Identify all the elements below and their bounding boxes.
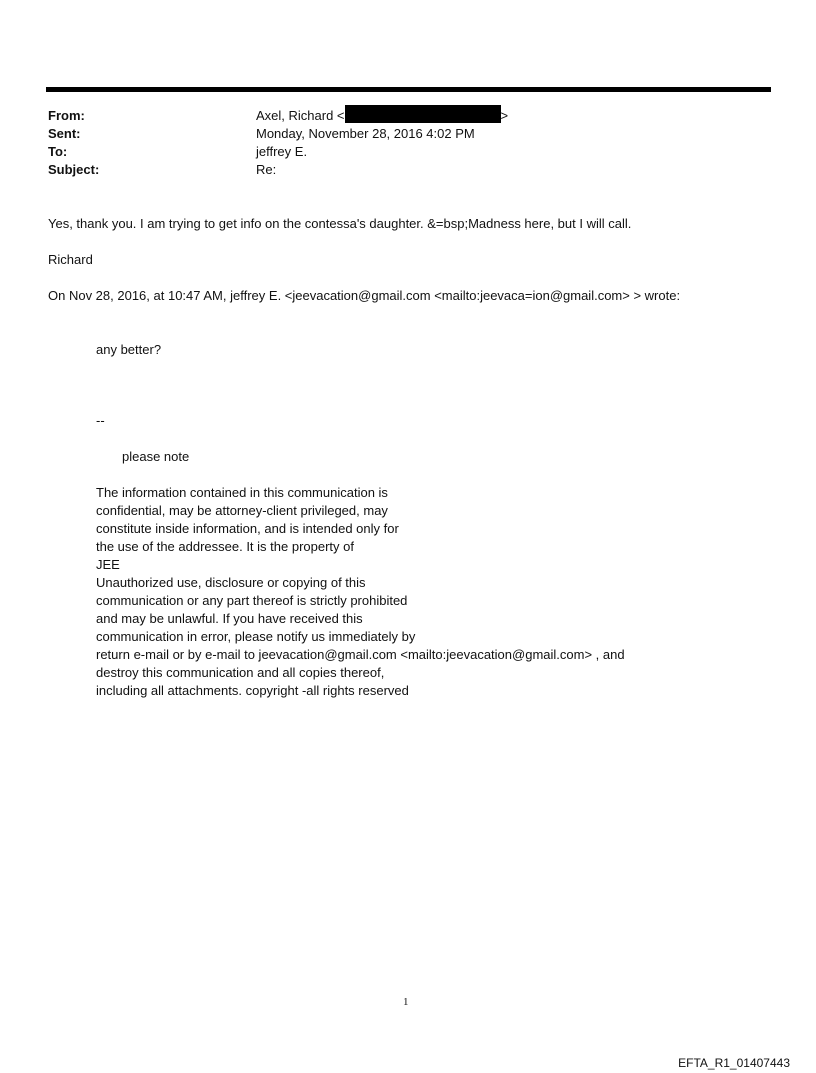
from-label: From: — [48, 108, 85, 123]
signature-separator: -- — [96, 413, 105, 428]
sent-value: Monday, November 28, 2016 4:02 PM — [256, 126, 475, 141]
disclaimer-line: and may be unlawful. If you have received this — [96, 611, 363, 626]
header-top-rule — [46, 87, 771, 92]
subject-value: Re: — [256, 162, 277, 177]
page-number: 1 — [403, 996, 409, 1008]
to-label: To: — [48, 144, 68, 159]
disclaimer-block — [96, 484, 625, 700]
signature: Richard — [48, 252, 93, 267]
please-note: please note — [122, 449, 190, 464]
sent-label: Sent: — [48, 126, 81, 141]
bates-number: EFTA_R1_01407443 — [678, 1056, 790, 1070]
subject-label: Subject: — [48, 162, 100, 177]
disclaimer-line: confidential, may be attorney-client privileged, may — [96, 503, 388, 518]
disclaimer-line: JEE — [96, 557, 120, 572]
disclaimer-line: The information contained in this communication is — [96, 485, 388, 500]
quote-intro: On Nov 28, 2016, at 10:47 AM, jeffrey E. <jeevacation@gmail.com <mailto:jeevaca=ion@gmail.com> > wrote: — [48, 288, 681, 303]
redaction-block — [345, 105, 501, 123]
disclaimer-line: the use of the addressee. It is the property of — [96, 539, 354, 554]
quoted-message: any better? — [96, 342, 162, 357]
reply-text: Yes, thank you. I am trying to get info on the contessa's daughter. &=bsp;Madness here, but I will call. — [48, 216, 632, 231]
disclaimer-line: including all attachments. copyright -all rights reserved — [96, 683, 409, 698]
from-value — [256, 107, 508, 125]
disclaimer-line: constitute inside information, and is intended only for — [96, 521, 399, 536]
disclaimer-line: return e-mail or by e-mail to jeevacation@gmail.com <mailto:jeevacation@gmail.com> , and — [96, 647, 625, 662]
to-value: jeffrey E. — [256, 144, 308, 159]
disclaimer-line: communication or any part thereof is strictly prohibited — [96, 593, 408, 608]
disclaimer-line: Unauthorized use, disclosure or copying of this — [96, 575, 366, 590]
disclaimer-line: communication in error, please notify us immediately by — [96, 629, 416, 644]
from-suffix: > — [500, 108, 509, 123]
from-name: Axel, Richard < — [256, 108, 345, 123]
disclaimer-line: destroy this communication and all copies thereof, — [96, 665, 385, 680]
